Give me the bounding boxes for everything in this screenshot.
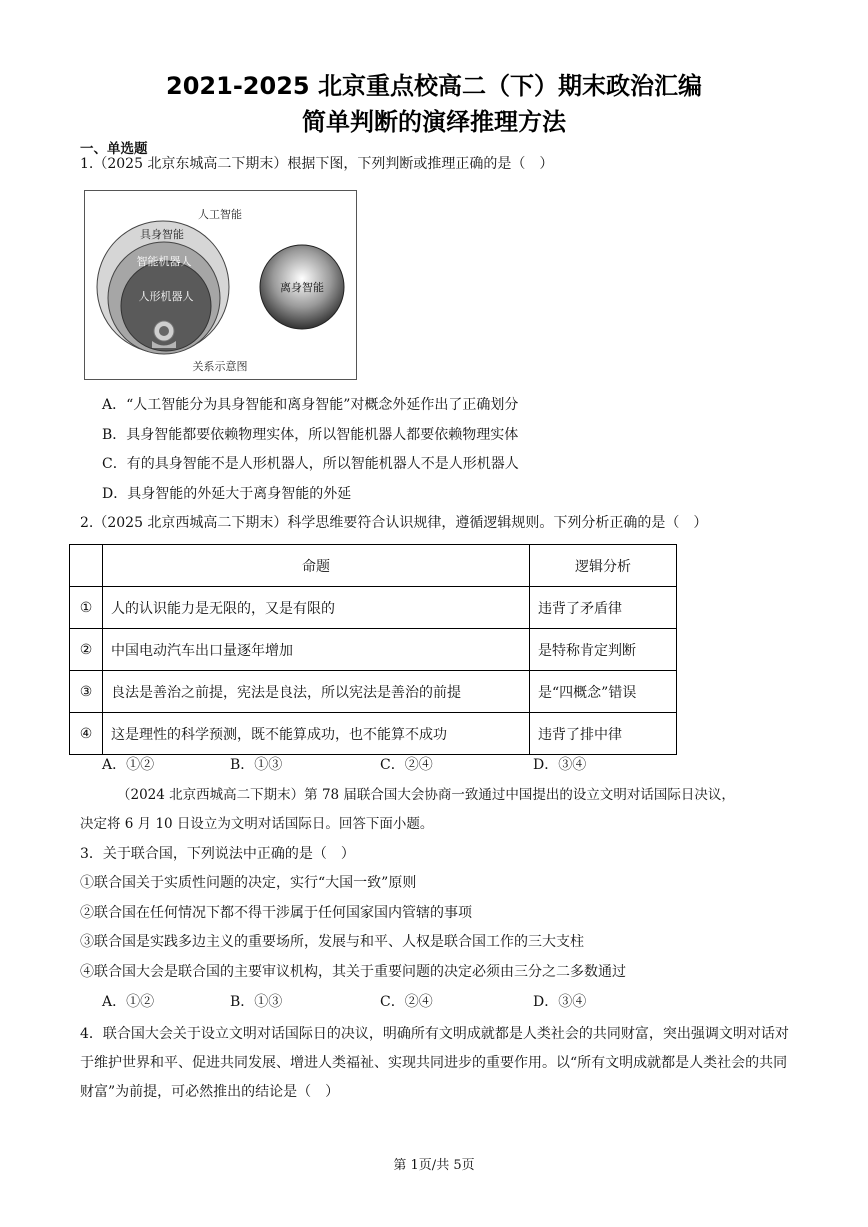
table-header-cell: 逻辑分析 <box>530 545 677 587</box>
row-number: ① <box>70 587 103 629</box>
label-embodied: 具身智能 <box>140 228 184 241</box>
material-line-1: （2024 北京西城高二下期末）第 78 届联合国大会协商一致通过中国提出的设立文明对话国际日决议， <box>117 787 735 803</box>
q3-statement-1: ①联合国关于实质性问题的决定，实行“大国一致”原则 <box>80 875 417 891</box>
q2-choice-a: A．①② <box>102 757 155 773</box>
page-footer: 第 1页/共 5页 <box>393 1158 475 1173</box>
q3-choice-d: D．③④ <box>533 994 587 1010</box>
q3-choice-b: B．①③ <box>230 994 283 1010</box>
q3-stem: 3．关于联合国，下列说法中正确的是（ ） <box>80 846 355 862</box>
doc-title: 2021-2025 北京重点校高二（下）期末政治汇编 <box>166 72 702 100</box>
q3-choice-c: C．②④ <box>380 994 433 1010</box>
q3-statement-2: ②联合国在任何情况下都不得干涉属于任何国家国内管辖的事项 <box>80 905 472 921</box>
row-analysis: 违背了排中律 <box>530 713 677 755</box>
row-analysis: 是特称肯定判断 <box>530 629 677 671</box>
row-number: ④ <box>70 713 103 755</box>
q3-statement-3: ③联合国是实践多边主义的重要场所，发展与和平、人权是联合国工作的三大支柱 <box>80 934 584 950</box>
row-proposition: 中国电动汽车出口量逐年增加 <box>103 629 530 671</box>
row-number: ③ <box>70 671 103 713</box>
q2-choice-c: C．②④ <box>380 757 433 773</box>
q4-text: 4．联合国大会关于设立文明对话国际日的决议，明确所有文明成就都是人类社会的共同财富，突出强调文明对话对于维护世界和平、促进共同发展、增进人类福祉、实现共同进步的重要作用。以“所有文明成就都是人类社会的共同财富”为前提，可必然推出的结论是（ ） <box>80 1026 789 1100</box>
q2-table <box>69 544 677 755</box>
q3-choice-a: A．①② <box>102 994 155 1010</box>
row-analysis: 违背了矛盾律 <box>530 587 677 629</box>
q2-stem: 2.（2025 北京西城高二下期末）科学思维要符合认识规律，遵循逻辑规则。下列分析正确的是（ ） <box>80 515 708 531</box>
q1-option-c: C．有的具身智能不是人形机器人，所以智能机器人不是人形机器人 <box>102 456 519 472</box>
diagram-caption: 关系示意图 <box>192 360 248 373</box>
label-humanoid: 人形机器人 <box>138 290 194 303</box>
section-heading: 一、单选题 <box>80 141 148 157</box>
row-number: ② <box>70 629 103 671</box>
table-header-cell <box>70 545 103 587</box>
row-analysis: 是“四概念”错误 <box>530 671 677 713</box>
relation-diagram <box>84 190 357 380</box>
table-header-row <box>70 545 677 587</box>
row-proposition: 这是理性的科学预测，既不能算成功，也不能算不成功 <box>103 713 530 755</box>
table-row <box>70 629 677 671</box>
table-row <box>70 671 677 713</box>
row-proposition: 人的认识能力是无限的，又是有限的 <box>103 587 530 629</box>
label-disembodied: 离身智能 <box>280 281 324 294</box>
q1-option-d: D．具身智能的外延大于离身智能的外延 <box>102 486 352 502</box>
q1-option-a: A．“人工智能分为具身智能和离身智能”对概念外延作出了正确划分 <box>102 397 519 413</box>
table-row <box>70 713 677 755</box>
row-proposition: 良法是善治之前提，宪法是良法，所以宪法是善治的前提 <box>103 671 530 713</box>
doc-subtitle: 简单判断的演绎推理方法 <box>302 108 566 136</box>
q2-choice-b: B．①③ <box>230 757 283 773</box>
label-robot: 智能机器人 <box>136 255 192 268</box>
q3-statement-4: ④联合国大会是联合国的主要审议机构，其关于重要问题的决定必须由三分之二多数通过 <box>80 964 626 980</box>
label-ai: 人工智能 <box>198 208 242 221</box>
q1-option-b: B．具身智能都要依赖物理实体，所以智能机器人都要依赖物理实体 <box>102 427 519 443</box>
material-line-2: 决定将 6 月 10 日设立为文明对话国际日。回答下面小题。 <box>80 816 434 832</box>
table-row <box>70 587 677 629</box>
table-header-cell: 命题 <box>103 545 530 587</box>
q1-stem: 1.（2025 北京东城高二下期末）根据下图，下列判断或推理正确的是（ ） <box>80 156 554 172</box>
q2-choice-d: D．③④ <box>533 757 587 773</box>
